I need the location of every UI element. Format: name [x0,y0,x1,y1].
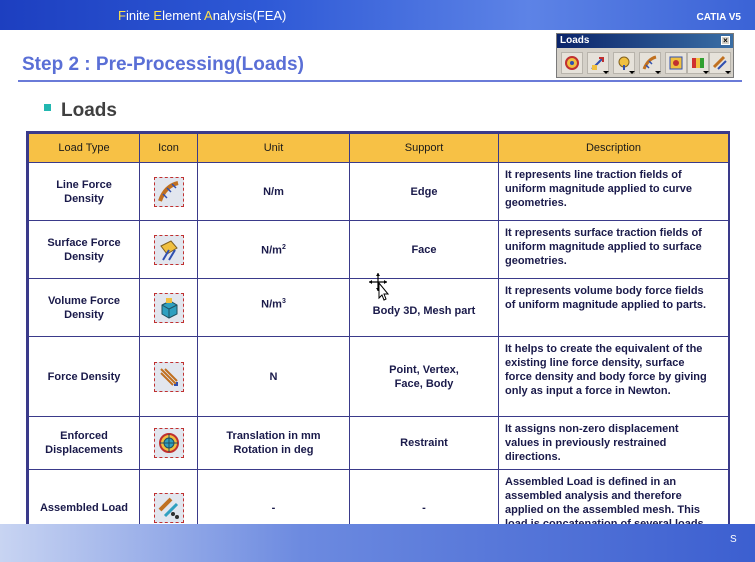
cell-icon [140,279,198,337]
table-row [29,417,729,470]
surface-force-density-icon [154,235,184,265]
description-line: of uniform magnitude applied to parts. [505,299,707,311]
unit-value: N/m [263,185,284,198]
line-force-icon [642,55,658,71]
description-line: It represents volume body force fields [505,285,704,297]
toolbar-title: Loads [560,35,590,46]
cell-support [350,221,499,279]
header-title [118,8,286,23]
toolbar-enforced-displacement-button[interactable] [561,52,583,74]
load-type-line: Assembled Load [39,501,129,514]
support-line: - [422,501,426,514]
move-cursor-icon [367,271,389,301]
load-type-line: Displacements [45,444,123,456]
unit-value: - [271,501,276,514]
description-line: uniform magnitude applied to surface [505,241,702,253]
description-line: uniform magnitude applied to curve [505,183,693,195]
header-support: Support [350,134,499,163]
support-line: Edge [410,185,438,198]
load-type-line: Surface Force [47,236,121,249]
description-line: directions. [505,451,561,463]
description-line: geometries. [505,255,567,267]
cell-load-type [29,221,140,279]
toolbar-enforced-button[interactable] [665,52,687,74]
description-line: existing line force density, surface [505,357,685,369]
description-line: force density and body force by giving [505,371,707,383]
table-row [29,221,729,279]
chevron-down-icon[interactable] [629,71,635,74]
header-load-type: Load Type [29,134,140,163]
cell-load-type [29,417,140,470]
support-line: Face, Body [394,377,454,390]
footer-text: S [730,534,737,545]
description-line: applied on the assembled mesh. This [505,504,700,516]
section-title: Loads [61,100,117,121]
cell-icon [140,163,198,221]
chevron-down-icon[interactable] [655,71,661,74]
unit-line: Translation in mm [226,430,321,442]
support-line: Point, Vertex, [389,363,459,376]
load-type-line: Density [64,192,104,205]
description-line: only as input a force in Newton. [505,385,671,397]
cell-support [350,417,499,470]
enforced-displacement-icon [154,428,184,458]
description-line: assembled analysis and therefore [505,490,682,502]
table-row [29,337,729,417]
load-type-line: Enforced [60,430,108,442]
header-icon: Icon [140,134,198,163]
cell-unit [198,417,350,470]
title-divider [18,80,742,82]
cell-description [499,163,729,221]
loads-toolbar[interactable] [556,33,734,78]
cell-unit [198,279,350,337]
load-type-line: Volume Force [48,294,120,307]
cell-support [350,337,499,417]
chevron-down-icon[interactable] [603,71,609,74]
cell-unit [198,221,350,279]
cell-icon [140,417,198,470]
cell-unit [198,163,350,221]
line-force-density-icon [154,177,184,207]
load-type-line: Density [64,308,104,321]
support-line: Restraint [400,437,448,449]
force-icon [590,55,606,71]
load-type-line: Density [64,250,104,263]
header-unit: Unit [198,134,350,163]
description-line: It represents surface traction fields of [505,227,702,239]
enforced-icon [668,55,684,71]
close-icon[interactable]: × [721,36,730,45]
header-title-part: F [118,8,126,23]
cell-icon [140,221,198,279]
loads-table [28,133,729,546]
load-type-line: Line Force [56,178,112,191]
page-title: Step 2 : Pre-Processing(Loads) [22,54,304,75]
description-line: values in previously restrained [505,437,667,449]
header-title-part: lement [162,8,205,23]
description-line: It helps to create the equivalent of the [505,343,703,355]
unit-value: N/m [261,244,282,257]
target-icon [564,55,580,71]
header-description: Description [499,134,729,163]
cell-support [350,163,499,221]
support-line: Face [411,243,437,256]
table-row [29,163,729,221]
unit-exponent: 3 [281,298,286,305]
table-header-row [29,134,729,163]
description-line: Assembled Load is defined in an [505,476,677,488]
description-line: geometries. [505,197,567,209]
brand-label: CATIA V5 [696,12,741,23]
cell-icon [140,337,198,417]
cell-description [499,417,729,470]
toolbar-title-bar[interactable] [557,34,733,48]
header-bar [0,0,755,30]
cell-load-type [29,163,140,221]
description-line: It represents line traction fields of [505,169,682,181]
volume-force-density-icon [154,293,184,323]
cell-description [499,279,729,337]
unit-line: Rotation in deg [233,444,314,456]
support-line: Body 3D, Mesh part [372,305,476,317]
assembled-load-icon [154,493,184,523]
header-title-part: nalysis(FEA) [212,8,287,23]
unit-value: N/m [261,298,282,311]
bearing-icon [616,55,632,71]
header-title-part: A [204,8,213,23]
description-line: It assigns non-zero displacement [505,423,679,435]
unit-value: N [269,370,278,383]
cell-unit [198,337,350,417]
cell-description [499,221,729,279]
assembled-load-icon [712,55,728,71]
cell-load-type [29,337,140,417]
cell-description [499,337,729,417]
chevron-down-icon[interactable] [725,71,731,74]
bullet-icon [44,104,51,111]
cell-load-type [29,279,140,337]
header-title-part: E [153,8,163,23]
header-title-part: inite [125,8,154,23]
footer-bar [0,524,755,562]
load-type-line: Force Density [47,370,121,383]
temperature-field-icon [690,55,706,71]
force-density-icon [154,362,184,392]
unit-exponent: 2 [281,244,286,252]
